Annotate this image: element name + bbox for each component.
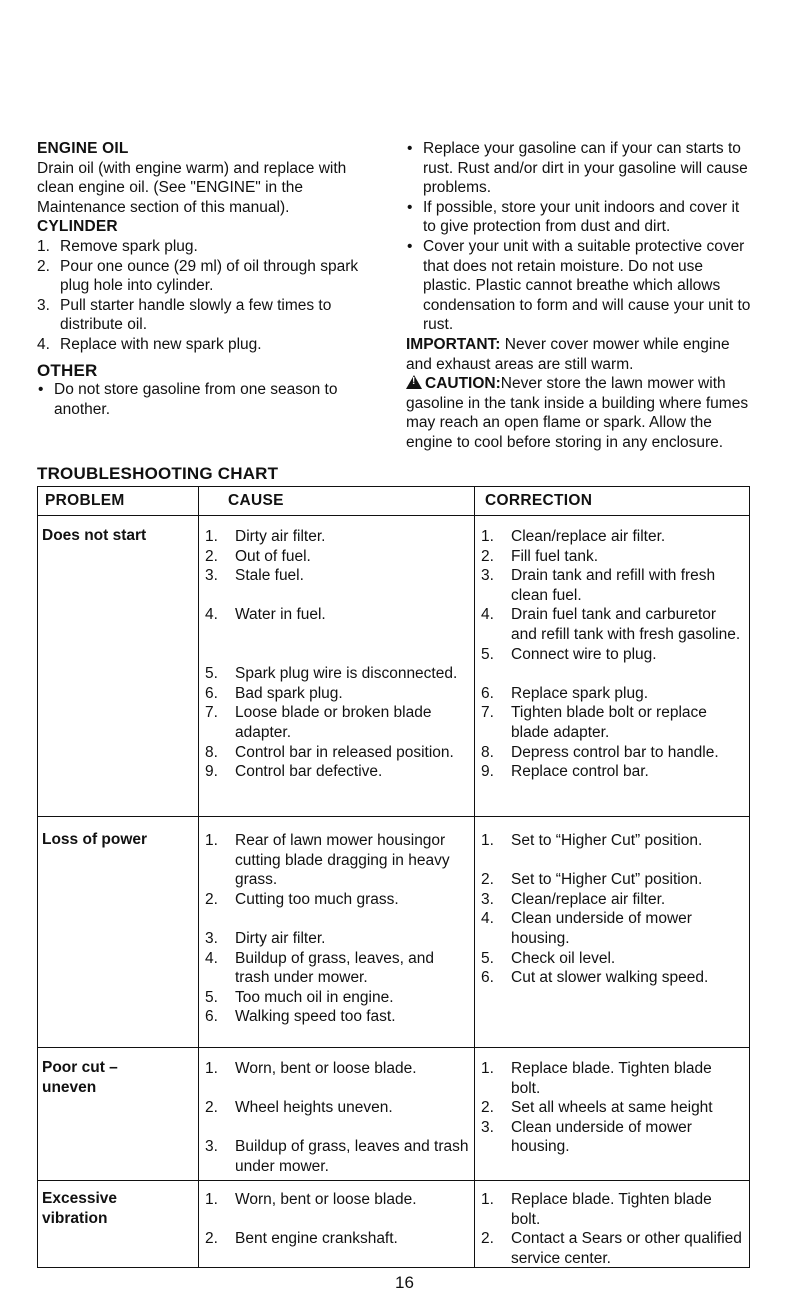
item-text: Clean/replace air filter. [511, 890, 666, 908]
engine-oil-text: Drain oil (with engine warm) and replace with clean engine oil. (See "ENGINE" in the Maintenance section of this manual). [37, 159, 347, 216]
item-text: Control bar in released position. [235, 743, 454, 761]
correction-item [481, 968, 743, 988]
step-text: Pour one ounce (29 ml) of oil through spark plug hole into cylinder. [60, 257, 359, 295]
header-divider [38, 515, 749, 516]
item-text: Replace blade. Tighten blade bolt. [511, 1060, 712, 1097]
item-number: 8. [481, 743, 494, 761]
correction-item [481, 890, 743, 910]
item-number: 6. [481, 684, 494, 702]
left-column [37, 139, 377, 419]
item-number: 4. [205, 949, 218, 967]
correction-item [481, 703, 743, 742]
item-number: 1. [481, 1191, 494, 1208]
item-number: 4. [205, 606, 218, 624]
item-number: 9. [205, 763, 218, 781]
column-divider [198, 487, 199, 1267]
correction-list [481, 831, 743, 988]
item-text: Fill fuel tank. [511, 547, 599, 565]
item-text: Buildup of grass, leaves and trash under mower. [235, 1138, 469, 1175]
correction-item [481, 1229, 743, 1268]
correction-item [481, 527, 743, 547]
cause-item [205, 684, 470, 704]
item-text: Depress control bar to handle. [511, 743, 719, 761]
item-text: Worn, bent or loose blade. [235, 1191, 417, 1208]
row-divider [38, 1180, 749, 1181]
item-text: Buildup of grass, leaves, and trash under mower. [235, 949, 435, 987]
item-number: 2. [205, 1099, 218, 1117]
item-number: 6. [205, 1008, 218, 1026]
item-text: Stale fuel. [235, 567, 304, 585]
cause-item [205, 1190, 470, 1210]
item-number: 7. [205, 704, 218, 722]
item-text: Walking speed too fast. [235, 1008, 396, 1026]
correction-item [481, 1118, 743, 1157]
header-problem: PROBLEM [45, 492, 125, 509]
item-text: Water in fuel. [235, 606, 326, 624]
problem-cell: Excessive vibration [42, 1190, 117, 1227]
item-number: 6. [481, 969, 494, 987]
item-number: 2. [481, 547, 494, 565]
storage-bullet: • Do not store gasoline from one season to another. [37, 380, 377, 419]
cause-item [205, 547, 470, 567]
cause-list [205, 1190, 470, 1249]
important-text: Never cover mower while engine and exhaust areas are still warm. [406, 335, 730, 373]
cylinder-step [37, 296, 377, 335]
item-text: Drain tank and refill with fresh clean fuel. [511, 567, 716, 604]
caution-note [406, 374, 752, 452]
item-text: Out of fuel. [235, 547, 311, 565]
cause-item [205, 527, 470, 547]
item-text: Cut at slower walking speed. [511, 969, 709, 987]
step-number: 4. [37, 335, 50, 353]
step-number: 3. [37, 296, 50, 314]
item-text: Set to “Higher Cut” position. [511, 871, 703, 889]
item-number: 2. [481, 871, 494, 889]
correction-item [481, 743, 743, 763]
column-divider [474, 487, 475, 1267]
correction-item [481, 605, 743, 644]
correction-item [481, 870, 743, 890]
item-text: Spark plug wire is disconnected. [235, 665, 458, 683]
item-text: Clean/replace air filter. [511, 528, 666, 545]
chart-title: TROUBLESHOOTING CHART [37, 464, 279, 483]
cause-item [205, 890, 470, 910]
item-text: Replace spark plug. [511, 684, 648, 702]
item-text: Rear of lawn mower housingor cutting blade dragging in heavy grass. [235, 832, 450, 889]
item-number: 3. [205, 929, 218, 947]
item-text: Cutting too much grass. [235, 890, 399, 908]
item-number: 9. [481, 763, 494, 781]
cause-item [205, 1098, 470, 1118]
cause-item [205, 762, 470, 782]
item-text: Worn, bent or loose blade. [235, 1060, 417, 1077]
item-text: Control bar defective. [235, 763, 383, 781]
item-number: 1. [205, 832, 218, 849]
correction-item [481, 684, 743, 704]
item-number: 3. [481, 567, 494, 585]
cause-item [205, 1137, 470, 1176]
other-bullets-right [406, 139, 752, 335]
item-text: Bent engine crankshaft. [235, 1230, 398, 1248]
important-note [406, 335, 752, 374]
storage-bullet: • Cover your unit with a suitable protective cover that does not retain moisture. Do not use plastic. Plastic cannot breathe which allows condensation to form and will cause your unit to rust. [406, 237, 752, 335]
item-text: Set to “Higher Cut” position. [511, 832, 703, 849]
correction-item [481, 1059, 743, 1098]
cylinder-step [37, 257, 377, 296]
item-text: Clean underside of mower housing. [511, 1118, 692, 1156]
cause-item [205, 949, 470, 988]
cause-list [205, 527, 470, 782]
cause-item [205, 1229, 470, 1249]
correction-item [481, 949, 743, 969]
correction-list [481, 527, 743, 782]
item-text: Bad spark plug. [235, 684, 343, 702]
item-number: 6. [205, 684, 218, 702]
item-text: Dirty air filter. [235, 929, 326, 947]
problem-cell: Loss of power [42, 831, 148, 848]
row-divider [38, 816, 749, 817]
correction-list [481, 1190, 743, 1268]
row-divider [38, 1047, 749, 1048]
problem-cell: Poor cut – uneven [42, 1059, 118, 1096]
item-number: 2. [481, 1230, 494, 1248]
correction-item [481, 909, 743, 948]
correction-item [481, 831, 743, 851]
other-heading: OTHER [37, 360, 98, 380]
engine-oil-heading: ENGINE OIL [37, 140, 129, 157]
item-text: Replace blade. Tighten blade bolt. [511, 1191, 712, 1228]
step-text: Replace with new spark plug. [60, 335, 262, 353]
correction-item [481, 566, 743, 605]
item-number: 2. [481, 1099, 494, 1117]
cause-item [205, 988, 470, 1008]
item-number: 4. [481, 606, 494, 624]
item-number: 1. [481, 528, 494, 545]
item-text: Wheel heights uneven. [235, 1099, 393, 1117]
cylinder-step [37, 237, 377, 257]
item-number: 2. [205, 547, 218, 565]
cause-item [205, 929, 470, 949]
page-number: 16 [395, 1273, 414, 1292]
cause-item [205, 743, 470, 763]
cause-item [205, 664, 470, 684]
cylinder-heading: CYLINDER [37, 218, 118, 236]
item-number: 1. [205, 528, 218, 545]
item-text: Dirty air filter. [235, 528, 326, 545]
right-column [406, 139, 752, 453]
item-text: Replace control bar. [511, 763, 649, 781]
item-number: 4. [481, 910, 494, 928]
header-correction: CORRECTION [485, 492, 593, 509]
item-number: 1. [481, 832, 494, 849]
item-text: Check oil level. [511, 949, 616, 967]
item-number: 5. [481, 949, 494, 967]
cause-item [205, 1059, 470, 1079]
correction-item [481, 762, 743, 782]
item-text: Loose blade or broken blade adapter. [235, 704, 432, 741]
cause-item [205, 831, 470, 890]
item-number: 7. [481, 704, 494, 722]
item-text: Drain fuel tank and carburetor and refill tank with fresh gasoline. [511, 606, 741, 643]
item-text: Set all wheels at same height [511, 1099, 713, 1117]
problem-cell: Does not start [42, 527, 147, 544]
item-number: 1. [205, 1191, 218, 1208]
cause-item [205, 566, 470, 586]
step-number: 2. [37, 257, 50, 275]
cause-item [205, 605, 470, 625]
item-number: 3. [481, 1118, 494, 1136]
correction-item [481, 547, 743, 567]
correction-list [481, 1059, 743, 1157]
other-bullets-left [37, 380, 377, 419]
cause-list [205, 831, 470, 1027]
header-cause: CAUSE [228, 492, 284, 509]
item-number: 2. [205, 890, 218, 908]
cylinder-step [37, 335, 377, 355]
correction-item [481, 645, 743, 665]
item-text: Clean underside of mower housing. [511, 910, 692, 947]
item-text: Tighten blade bolt or replace blade adapter. [511, 704, 707, 741]
correction-item [481, 1098, 743, 1118]
item-text: Connect wire to plug. [511, 645, 657, 663]
cylinder-steps [37, 237, 377, 355]
step-number: 1. [37, 237, 50, 255]
troubleshooting-table [37, 486, 750, 1268]
item-text: Too much oil in engine. [235, 988, 394, 1006]
correction-item [481, 1190, 743, 1229]
cause-item [205, 1007, 470, 1027]
caution-label: CAUTION: [425, 375, 501, 393]
important-label: IMPORTANT: [406, 335, 501, 353]
item-text: Contact a Sears or other qualified service center. [511, 1230, 742, 1267]
item-number: 3. [481, 890, 494, 908]
item-number: 3. [205, 567, 218, 585]
step-text: Remove spark plug. [60, 237, 198, 255]
item-number: 1. [481, 1060, 494, 1077]
item-number: 2. [205, 1230, 218, 1248]
storage-bullet: • If possible, store your unit indoors and cover it to give protection from dust and dirt. [406, 198, 752, 237]
storage-bullet: • Replace your gasoline can if your can starts to rust. Rust and/or dirt in your gasoline will cause problems. [406, 139, 752, 198]
cause-item [205, 703, 470, 742]
warning-triangle-icon [406, 375, 422, 389]
item-number: 1. [205, 1060, 218, 1077]
caution-text: Never store the lawn mower with gasoline in the tank inside a building where fumes may reach an open flame or spark. Allow the engine to cool before storing in any enclosure. [406, 375, 749, 451]
item-number: 5. [481, 645, 494, 663]
item-number: 8. [205, 743, 218, 761]
item-number: 5. [205, 988, 218, 1006]
item-number: 5. [205, 665, 218, 683]
step-text: Pull starter handle slowly a few times to distribute oil. [60, 296, 332, 334]
cause-list [205, 1059, 470, 1177]
item-number: 3. [205, 1138, 218, 1156]
